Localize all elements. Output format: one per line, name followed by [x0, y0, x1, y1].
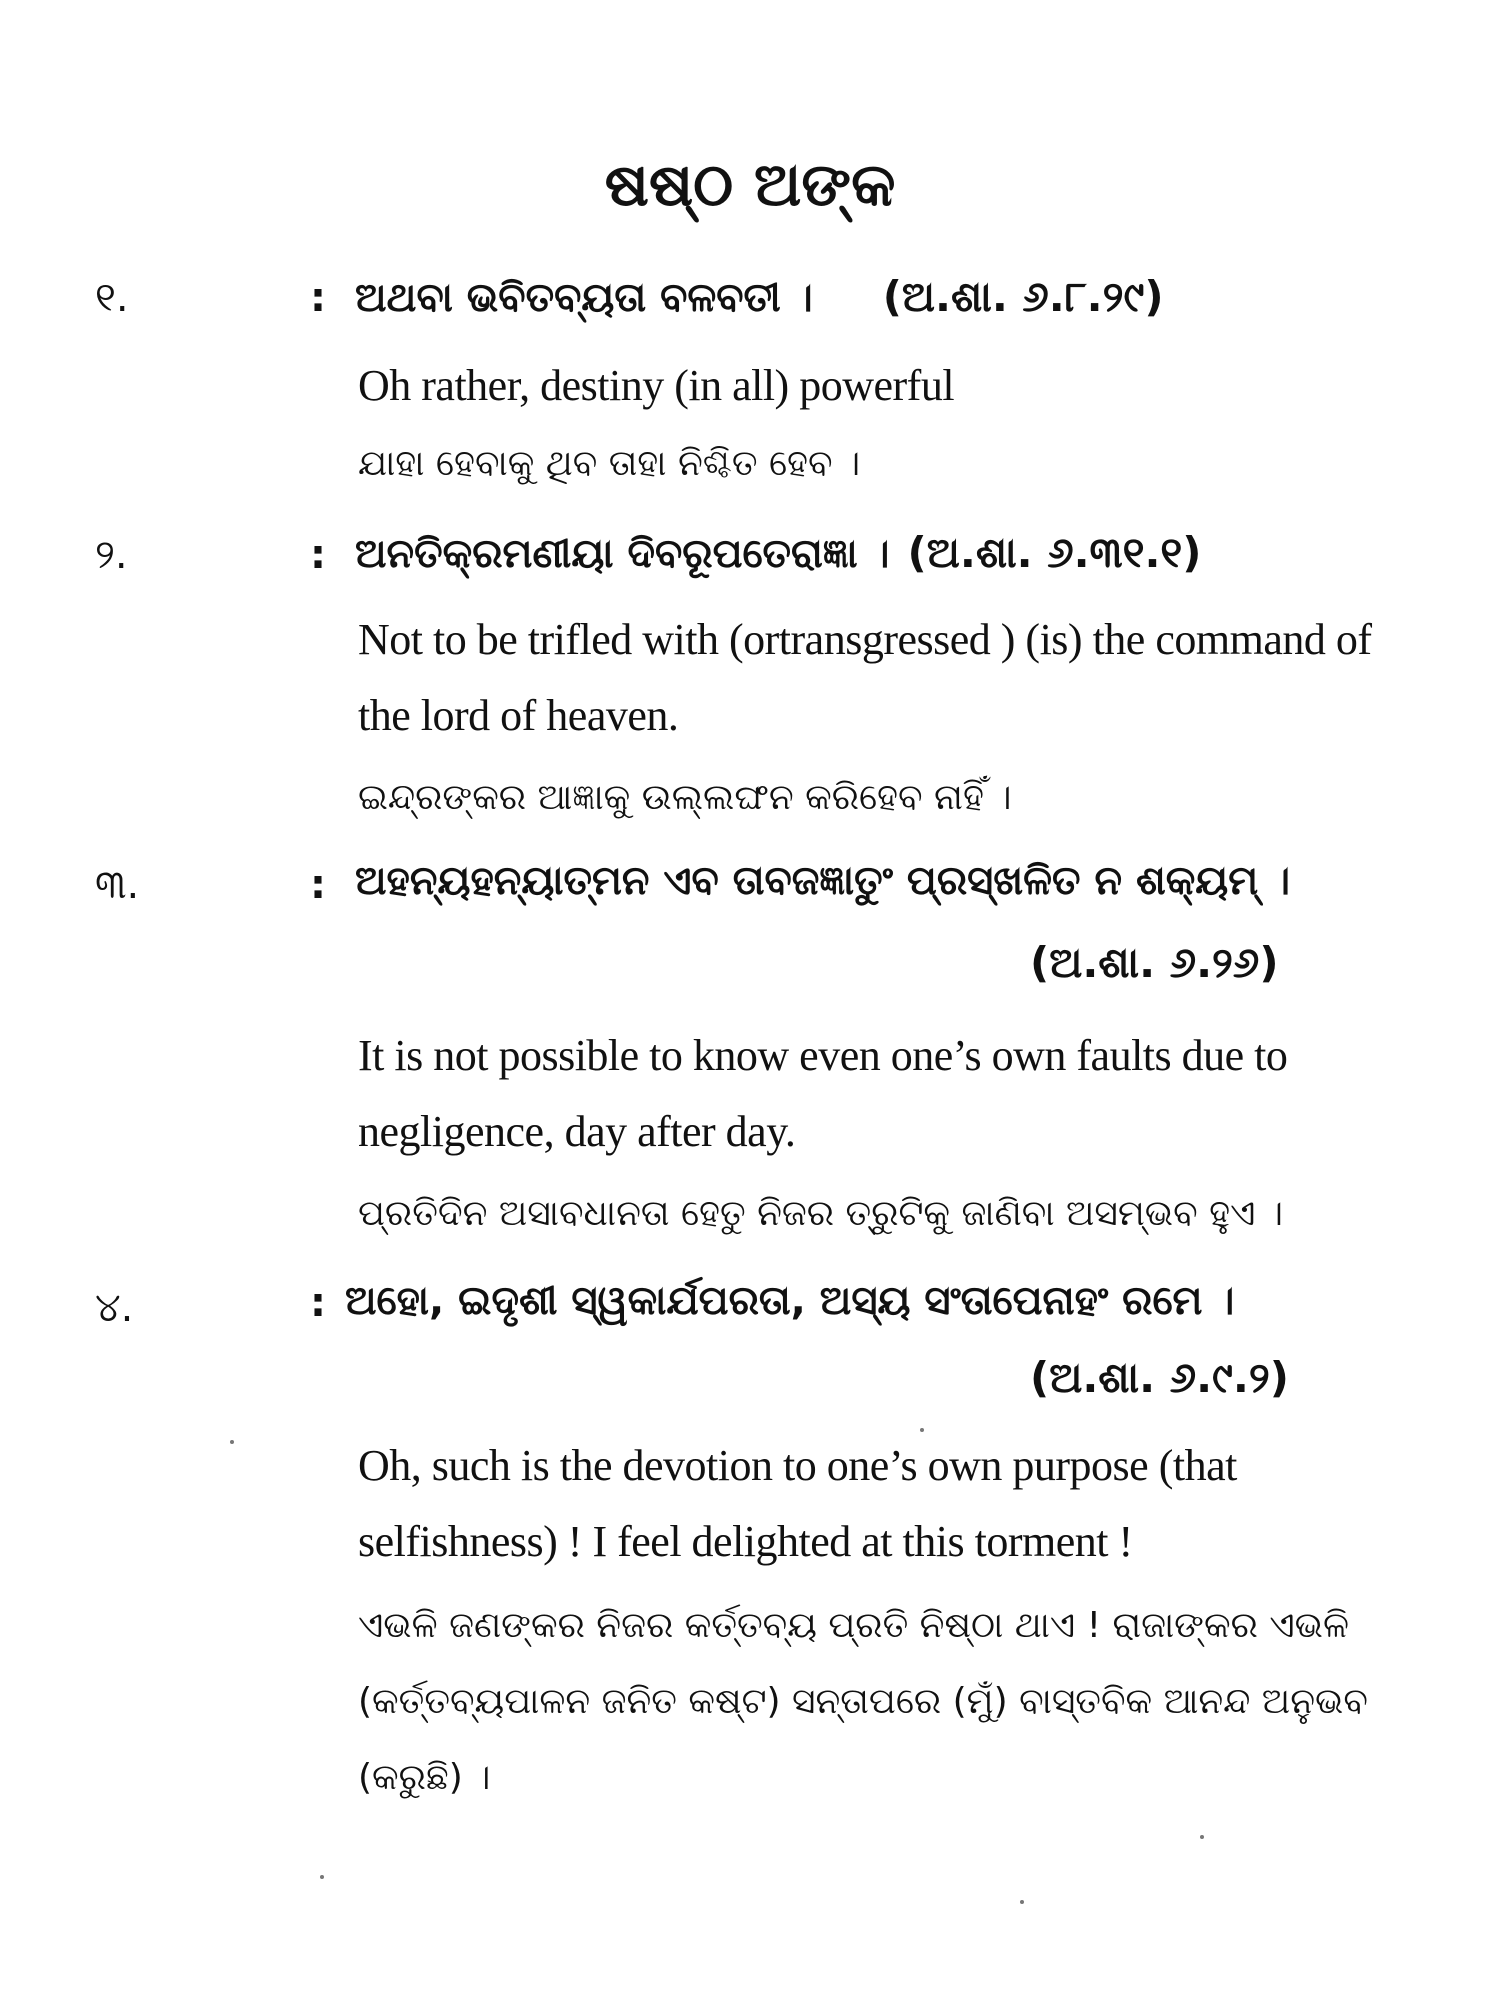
sanskrit-verse — [355, 528, 1201, 578]
verse-reference: (ଅ.ଶା. ୬.୮.୨୯) — [882, 272, 1164, 321]
odia-translation: ଏଭଳି ଜଣଙ୍କର ନିଜର କର୍ତ୍ତବ୍ୟ ପ୍ରତି ନିଷ୍ଠା ଥାଏ ! ରାଜାଙ୍କର ଏଭଳି (କର୍ତ୍ତବ୍ୟପାଳନ ଜନିତ କଷ୍ଟ) ସନ୍ତାପରେ (ମୁଁ) ବାସ୍ତବିକ ଆନନ୍ଦ ଅନୁଭବ (କରୁଛି) । — [358, 1605, 1368, 1798]
scan-speck — [1200, 1835, 1204, 1839]
odia-translation: ପ୍ରତିଦିନ ଅସାବଧାନତା ହେତୁ ନିଜର ତ୍ରୁଟିକୁ ଜାଣିବା ଅସମ୍ଭବ ହୁଏ । — [358, 1193, 1284, 1234]
english-translation: Oh, such is the devotion to one’s own purpose (that selfishness) ! I feel delighted at this torment ! — [358, 1441, 1237, 1566]
sanskrit-text: ଅହୋ, ଇଦୃଶୀ ସ୍ୱକାର୍ଯପରତା, ଅସ୍ୟ ସଂତାପେନାହଂ ରମେ । — [345, 1278, 1235, 1324]
scan-speck — [230, 1440, 234, 1444]
sanskrit-text: ଅନତିକ୍ରମଣୀୟା ଦିବରୂପତେରାଜ୍ଞା । — [355, 531, 890, 577]
entry-colon: : — [310, 275, 326, 321]
verse-reference: (ଅ.ଶା. ୬.୨୬) — [1030, 938, 1279, 987]
scan-speck — [1020, 1900, 1024, 1904]
entry-number: ୪. — [95, 1285, 134, 1331]
english-translation: Oh rather, destiny (in all) powerful — [358, 361, 955, 410]
odia-translation: ଯାହା ହେବାକୁ ଥିବ ତାହା ନିଶ୍ଚିତ ହେବ । — [358, 443, 861, 484]
scan-speck — [320, 1875, 324, 1879]
english-translation: Not to be trifled with (ortransgressed ) (is) the command of the lord of heaven. — [358, 615, 1372, 740]
verse-reference: (ଅ.ଶା. ୬.୯.୨) — [1030, 1353, 1289, 1402]
entry-colon: : — [310, 862, 326, 908]
entry-number: ୩. — [95, 862, 140, 908]
scan-speck — [920, 1428, 924, 1432]
entry-number: ୨. — [95, 532, 128, 578]
entry-colon: : — [310, 532, 326, 578]
sanskrit-text: ଅହନ୍ୟହନ୍ୟାତ୍ମନ ଏବ ତାବଜଜ୍ଞାତୁଂ ପ୍ରସ୍ଖଳିତ ନ ଶକ୍ୟମ୍ । — [355, 858, 1291, 904]
entry-colon: : — [310, 1280, 326, 1326]
english-translation: It is not possible to know even one’s own faults due to negligence, day after day. — [358, 1031, 1288, 1156]
odia-translation: ଇନ୍ଦ୍ରଙ୍କର ଆଜ୍ଞାକୁ ଉଲ୍ଲଙ୍ଘନ କରିହେବ ନାହିଁ । — [358, 777, 1012, 818]
sanskrit-verse — [355, 272, 1164, 322]
entry-number: ୧. — [95, 275, 129, 321]
chapter-heading: ଷଷ୍ଠ ଅଙ୍କ — [604, 150, 896, 220]
sanskrit-text: ଅଥବା ଭବିତବ୍ୟତା ବଳବତୀ । — [355, 275, 813, 321]
verse-reference: (ଅ.ଶା. ୬.୩୧.୧) — [907, 528, 1202, 577]
